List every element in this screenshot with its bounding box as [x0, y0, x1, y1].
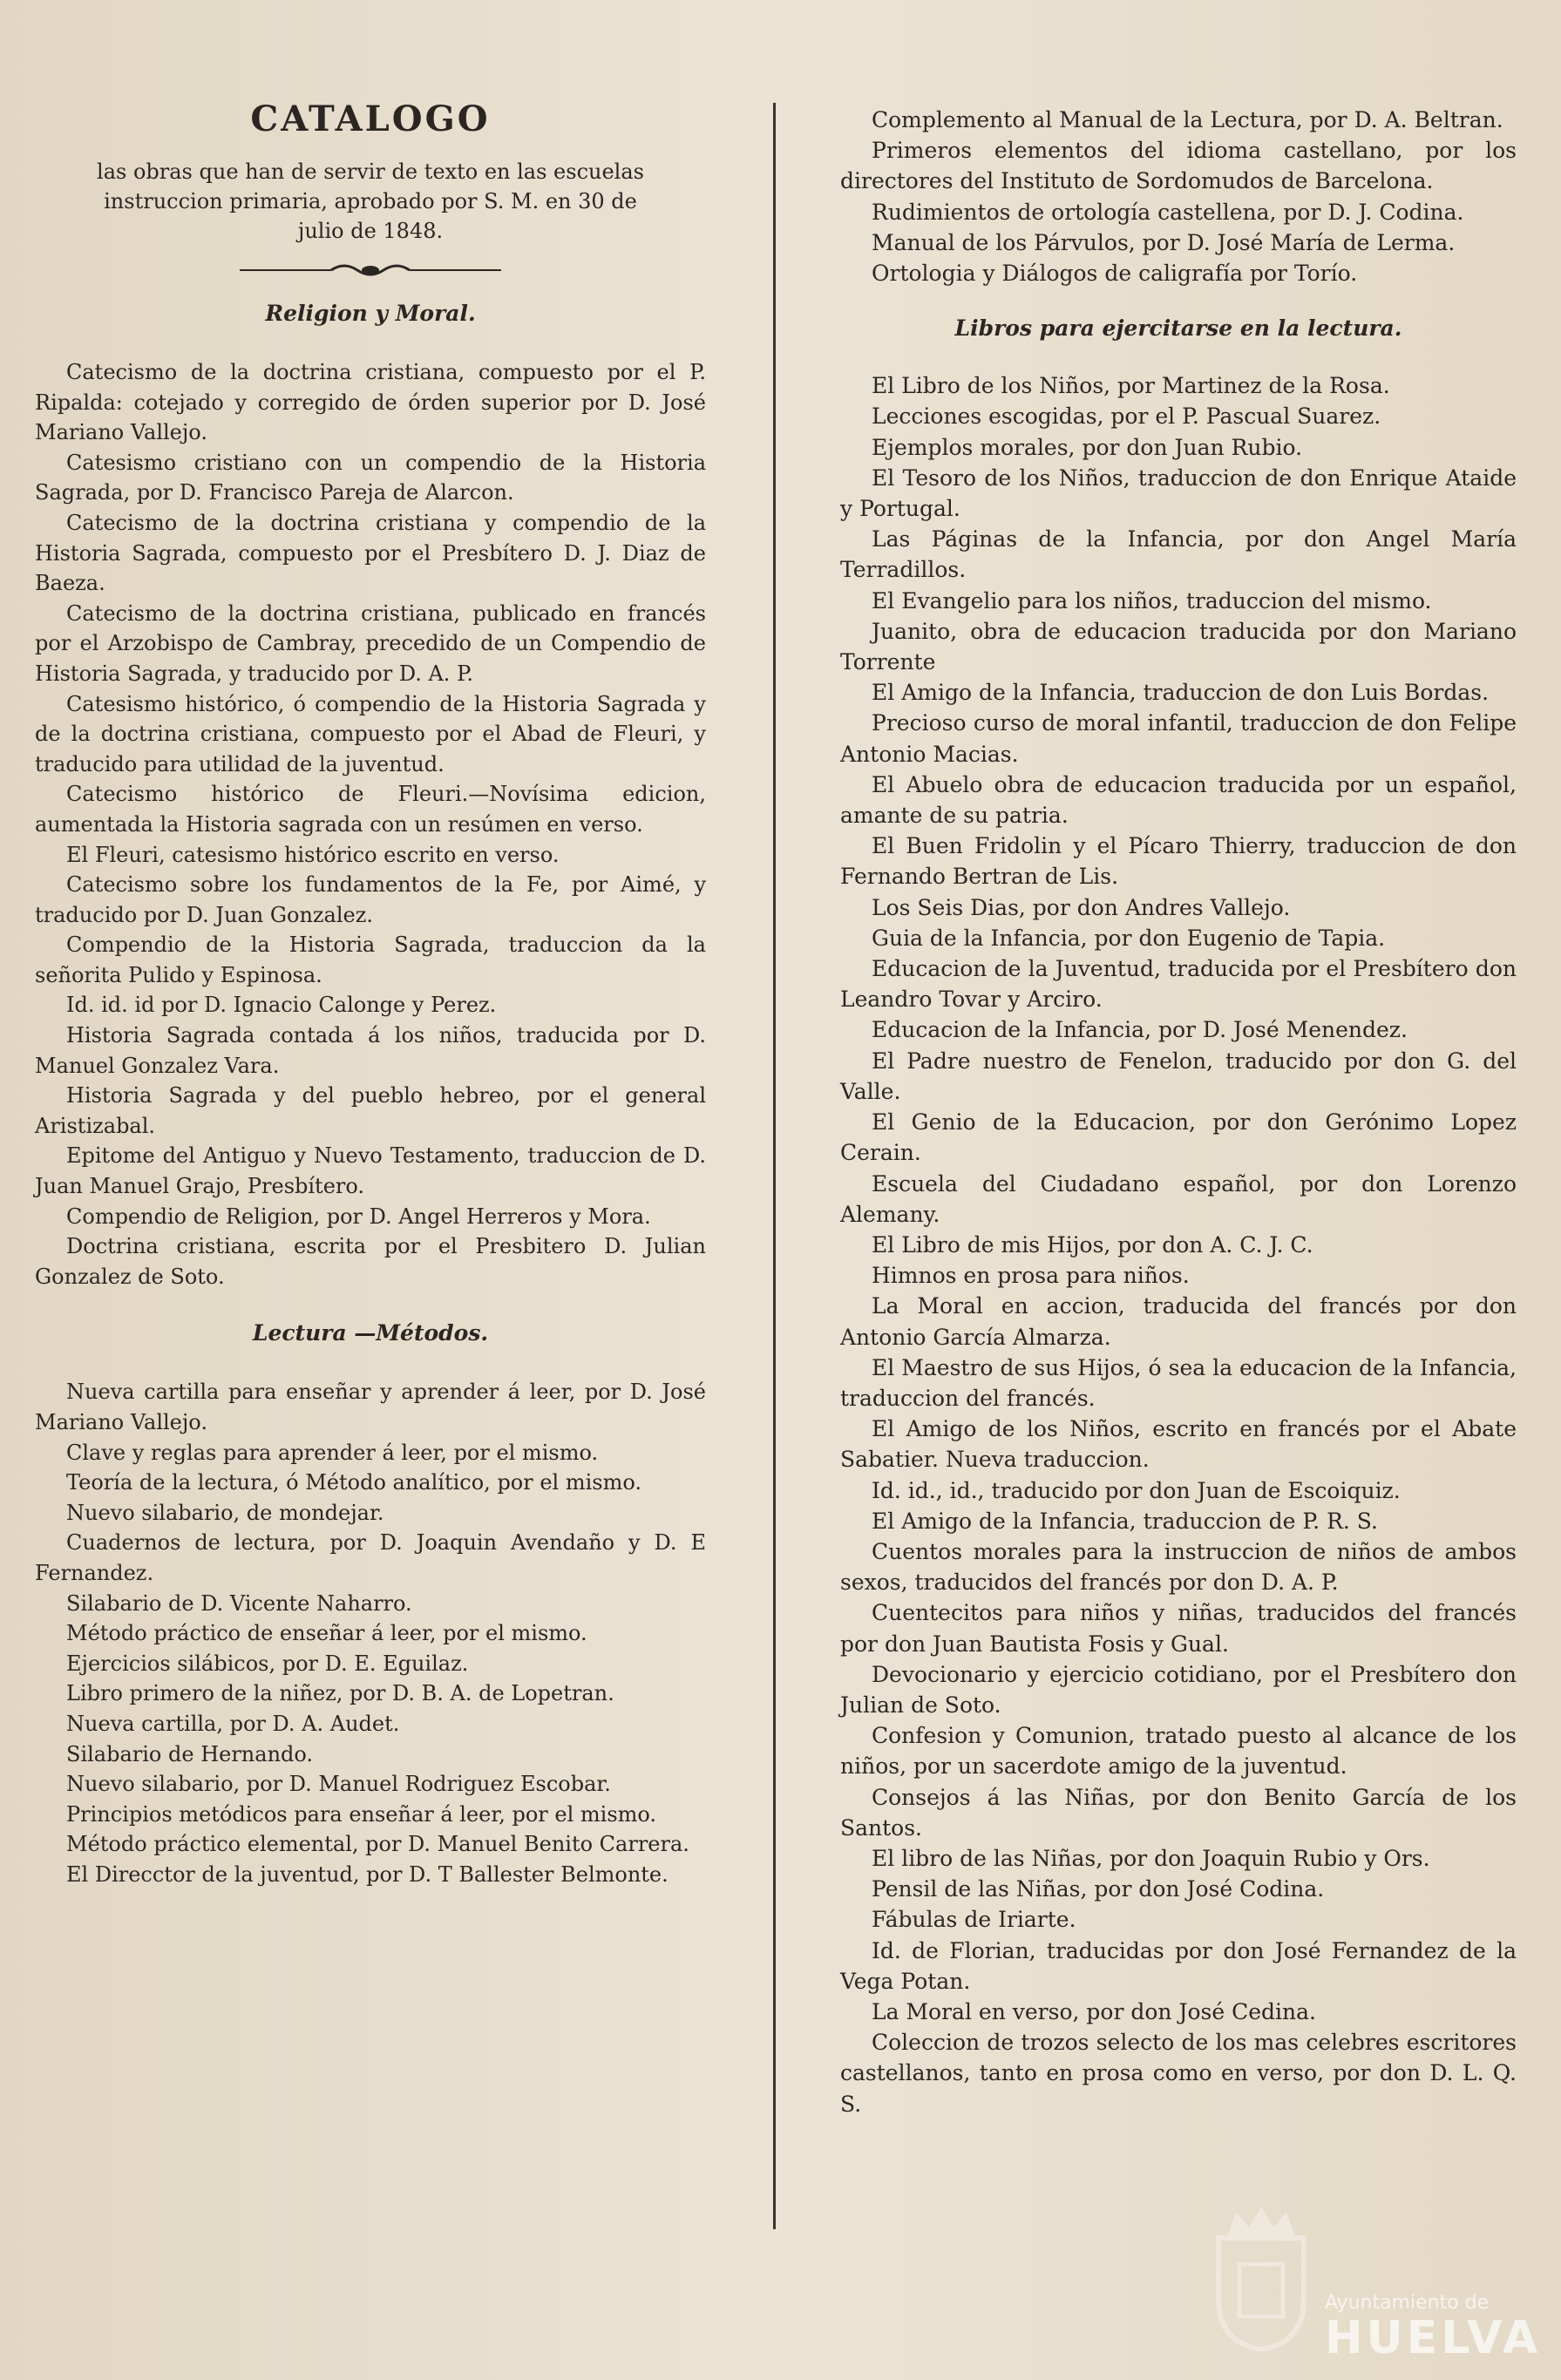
list-item: Catesismo cristiano con un compendio de la Historia Sagrada, por D. Francisco Pareja de Alarcon. — [35, 450, 706, 505]
list-item: Nueva cartilla, por D. A. Audet. — [66, 1711, 400, 1736]
list-item: Complemento al Manual de la Lectura, por D. A. Beltran. — [872, 107, 1503, 132]
column-divider — [773, 103, 776, 2229]
list-item: Nuevo silabario, de mondejar. — [66, 1500, 384, 1525]
list-item: Libro primero de la niñez, por D. B. A. de Lopetran. — [66, 1681, 614, 1706]
list-item: Devocionario y ejercicio cotidiano, por el Presbítero don Julian de Soto. — [840, 1661, 1517, 1718]
section-libros-lectura — [840, 313, 1517, 2119]
list-item: Manual de los Párvulos, por D. José María de Lerma. — [872, 229, 1456, 255]
list-item: El Direcctor de la juventud, por D. T Ballester Belmonte. — [66, 1861, 669, 1887]
list-item: El Tesoro de los Niños, traduccion de don Enrique Ataide y Portugal. — [840, 464, 1517, 522]
section-lectura — [35, 1318, 706, 1889]
list-item: El Amigo de los Niños, escrito en francés por el Abate Sabatier. Nueva traduccion. — [840, 1416, 1517, 1473]
list-item: Catecismo de la doctrina cristiana, compuesto por el P. Ripalda: cotejado y corregido de órden superior por D. José Mariano Vallejo. — [35, 360, 706, 445]
list-item: Catesismo histórico, ó compendio de la Historia Sagrada y de la doctrina cristiana, compuesto por el Abad de Fleuri, y traducido para utilidad de la juventud. — [35, 691, 706, 776]
watermark-text — [1325, 2292, 1541, 2362]
list-item: Rudimientos de ortología castellena, por D. J. Codina. — [872, 199, 1464, 225]
list-item: La Moral en accion, traducida del francés por don Antonio García Almarza. — [840, 1293, 1517, 1350]
list-item: Precioso curso de moral infantil, traduccion de don Felipe Antonio Macias. — [840, 710, 1517, 767]
list-item: Silabario de D. Vicente Naharro. — [66, 1590, 412, 1616]
right-column — [840, 105, 1517, 2119]
list-item: Doctrina cristiana, escrita por el Presbitero D. Julian Gonzalez de Soto. — [35, 1234, 706, 1289]
list-item: La Moral en verso, por don José Cedina. — [872, 1998, 1316, 2024]
section-heading: Lectura —Métodos. — [252, 1320, 489, 1346]
list-item: El Genio de la Educacion, por don Gerónimo Lopez Cerain. — [840, 1109, 1517, 1166]
list-item: Teoría de la lectura, ó Método analítico, por el mismo. — [66, 1470, 642, 1495]
section-religion — [35, 298, 706, 1292]
list-item: Historia Sagrada y del pueblo hebreo, por el general Aristizabal. — [35, 1083, 706, 1138]
left-column — [35, 98, 706, 1890]
list-item: Método práctico de enseñar á leer, por el mismo. — [66, 1621, 587, 1646]
list-item: Lecciones escogidas, por el P. Pascual Suarez. — [872, 403, 1381, 430]
list-item: El Padre nuestro de Fenelon, traducido por don G. del Valle. — [840, 1048, 1517, 1104]
ornament-divider-icon — [240, 261, 501, 279]
list-item: Primeros elementos del idioma castellano, por los directores del Instituto de Sordomudos de Barcelona. — [840, 138, 1517, 194]
list-item: El Buen Fridolin y el Pícaro Thierry, traduccion de don Fernando Bertran de Lis. — [840, 833, 1517, 890]
list-item: Educacion de la Juventud, traducida por el Presbítero don Leandro Tovar y Arciro. — [840, 956, 1517, 1013]
continued-entries — [840, 105, 1517, 288]
list-item: Himnos en prosa para niños. — [872, 1263, 1190, 1289]
list-item: El Libro de mis Hijos, por don A. C. J. C. — [872, 1231, 1313, 1258]
list-item: Confesion y Comunion, tratado puesto al alcance de los niños, por un sacerdote amigo de la juventud. — [840, 1723, 1517, 1780]
list-item: El Libro de los Niños, por Martinez de la Rosa. — [872, 373, 1390, 399]
list-item: Id. de Florian, traducidas por don José Fernandez de la Vega Potan. — [840, 1937, 1517, 1994]
list-item: Ejemplos morales, por don Juan Rubio. — [872, 434, 1303, 460]
page-subtitle: las obras que han de servir de texto en las escuelas instruccion primaria, aprobado por S. M. en 30 de julio de 1848. — [97, 159, 644, 243]
list-item: Cuentos morales para la instruccion de niños de ambos sexos, traducidos del francés por don D. A. P. — [840, 1538, 1517, 1596]
list-item: Catecismo sobre los fundamentos de la Fe, por Aimé, y traducido por D. Juan Gonzalez. — [35, 872, 706, 927]
list-item: El Abuelo obra de educacion traducida por un español, amante de su patria. — [840, 771, 1517, 829]
list-item: Cuadernos de lectura, por D. Joaquin Avendaño y D. E Fernandez. — [35, 1530, 706, 1585]
list-item: El Amigo de la Infancia, traduccion de P. R. S. — [872, 1508, 1378, 1534]
list-item: Ortologia y Diálogos de caligrafía por Torío. — [872, 261, 1358, 287]
list-item: Cuentecitos para niños y niñas, traducidos del francés por don Juan Bautista Fosis y Gual. — [840, 1600, 1517, 1657]
list-item: Silabario de Hernando. — [66, 1741, 314, 1766]
huelva-coat-of-arms-icon — [1210, 2203, 1313, 2351]
list-item: El Fleuri, catesismo histórico escrito en verso. — [66, 842, 560, 867]
list-item: Clave y reglas para aprender á leer, por el mismo. — [66, 1440, 599, 1465]
list-item: Fábulas de Iriarte. — [872, 1907, 1076, 1933]
list-item: Id. id. id por D. Ignacio Calonge y Perez. — [66, 993, 497, 1018]
list-item: Compendio de Religion, por D. Angel Herreros y Mora. — [66, 1204, 651, 1229]
list-item: Guia de la Infancia, por don Eugenio de Tapia. — [872, 925, 1386, 951]
watermark-line2: HUELVA — [1325, 2312, 1542, 2364]
list-item: Catecismo de la doctrina cristiana y compendio de la Historia Sagrada, compuesto por el Presbítero D. J. Diaz de Baeza. — [35, 510, 706, 596]
list-item: Catecismo de la doctrina cristiana, publicado en francés por el Arzobispo de Cambray, precedido de un Compendio de Historia Sagrada, y traducido por D. A. P. — [35, 600, 706, 686]
watermark-line1: Ayuntamiento de — [1325, 2292, 1490, 2314]
list-item: Las Páginas de la Infancia, por don Angel María Terradillos. — [840, 526, 1517, 583]
list-item: Historia Sagrada contada á los niños, traducida por D. Manuel Gonzalez Vara. — [35, 1023, 706, 1078]
list-item: Principios metódicos para enseñar á leer, por el mismo. — [66, 1801, 657, 1827]
list-item: Ejercicios silábicos, por D. E. Eguilaz. — [66, 1651, 469, 1676]
section-heading: Religion y Moral. — [265, 301, 476, 326]
list-item: Consejos á las Niñas, por don Benito García de los Santos. — [840, 1784, 1517, 1841]
list-item: El Amigo de la Infancia, traduccion de don Luis Bordas. — [872, 680, 1490, 706]
list-item: El libro de las Niñas, por don Joaquin Rubio y Ors. — [872, 1845, 1430, 1871]
list-item: El Evangelio para los niños, traduccion del mismo. — [872, 587, 1432, 614]
list-item: Catecismo histórico de Fleuri.—Novísima edicion, aumentada la Historia sagrada con un resúmen en verso. — [35, 782, 706, 837]
list-item: El Maestro de sus Hijos, ó sea la educacion de la Infancia, traduccion del francés. — [840, 1354, 1517, 1411]
list-item: Coleccion de trozos selecto de los mas celebres escritores castellanos, tanto en prosa como en verso, por don D. L. Q. S. — [840, 2030, 1517, 2117]
list-item: Id. id., id., traducido por don Juan de Escoiquiz. — [872, 1477, 1401, 1503]
list-item: Método práctico elemental, por D. Manuel Benito Carrera. — [66, 1832, 689, 1857]
list-item: Juanito, obra de educacion traducida por don Mariano Torrente — [840, 618, 1517, 675]
list-item: Educacion de la Infancia, por D. José Menendez. — [872, 1017, 1408, 1043]
page-title: CATALOGO — [250, 98, 491, 139]
list-item: Escuela del Ciudadano español, por don Lorenzo Alemany. — [840, 1170, 1517, 1227]
list-item: Compendio de la Historia Sagrada, traduccion da la señorita Pulido y Espinosa. — [35, 932, 706, 987]
list-item: Pensil de las Niñas, por don José Codina. — [872, 1876, 1325, 1902]
list-item: Nueva cartilla para enseñar y aprender á leer, por D. José Mariano Vallejo. — [35, 1380, 706, 1434]
list-item: Los Seis Dias, por don Andres Vallejo. — [872, 894, 1291, 920]
list-item: Nuevo silabario, por D. Manuel Rodriguez Escobar. — [66, 1772, 611, 1797]
spacer — [35, 1292, 706, 1312]
list-item: Epitome del Antiguo y Nuevo Testamento, traduccion de D. Juan Manuel Grajo, Presbítero. — [35, 1143, 706, 1199]
section-heading: Libros para ejercitarse en la lectura. — [954, 315, 1402, 342]
